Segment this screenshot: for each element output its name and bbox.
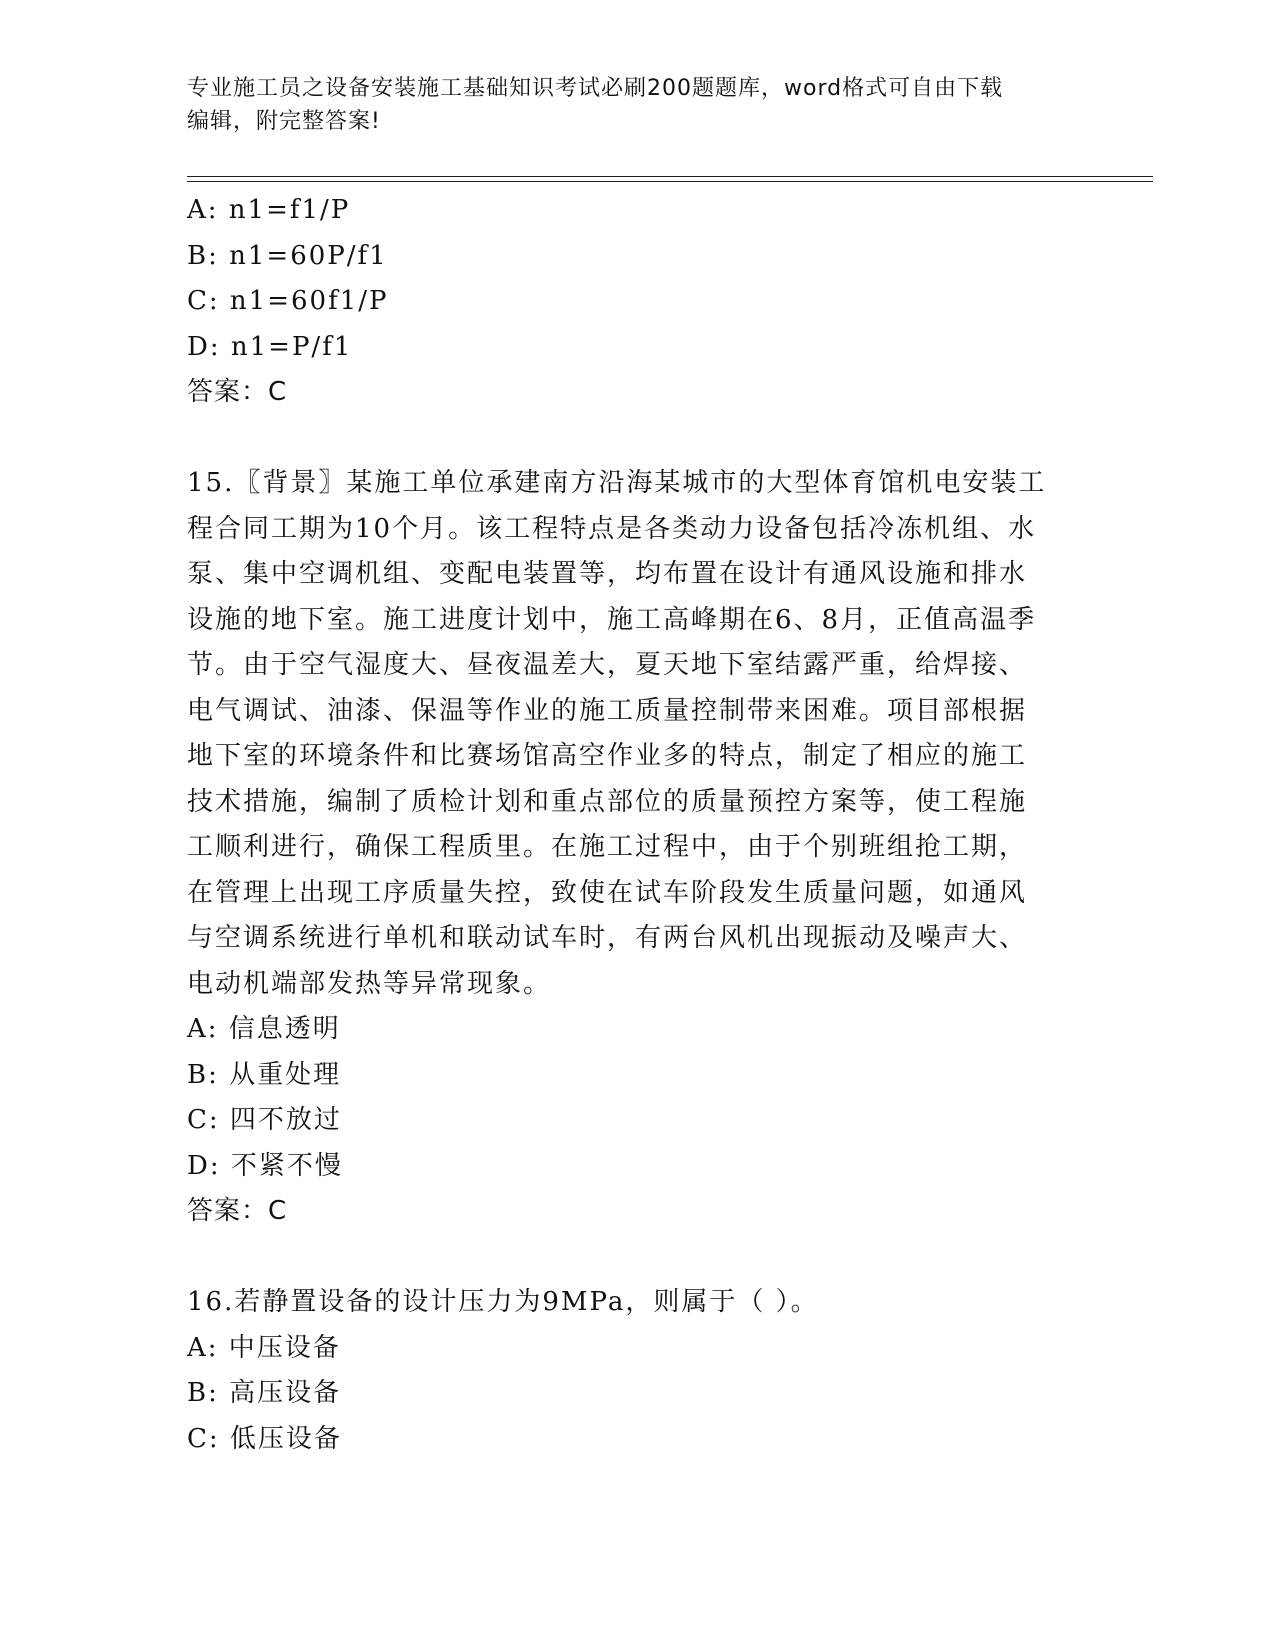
q15-option-b: B: 从重处理	[187, 1059, 342, 1090]
document-header	[187, 72, 1087, 138]
q16-options	[187, 1326, 1087, 1463]
q15-stem-line: 节。由于空气湿度大、昼夜温差大，夏天地下室结露严重，给焊接、	[187, 650, 1028, 680]
q15-options	[187, 1007, 1087, 1189]
q14-options	[187, 188, 1087, 370]
q15-stem-line: 与空调系统进行单机和联动试车时，有两台风机出现振动及噪声大、	[187, 923, 1028, 953]
q15-stem-line: 在管理上出现工序质量失控，致使在试车阶段发生质量问题，如通风	[187, 877, 1028, 908]
q15-stem	[187, 461, 1087, 1007]
q14-option-d: D: n1=P/f1	[187, 331, 353, 362]
q15-option-c: C: 四不放过	[187, 1105, 342, 1135]
q16-option-a: A: 中压设备	[187, 1332, 341, 1363]
q15-answer: 答案：C	[187, 1196, 288, 1226]
q16-stem: 16.若静置设备的设计压力为9MPa，则属于（ ）。	[187, 1287, 819, 1317]
q14-option-c: C: n1=60f1/P	[187, 286, 389, 316]
q14-answer: 答案：C	[187, 377, 288, 407]
q15-stem-line: 泵、集中空调机组、变配电装置等，均布置在设计有通风设施和排水	[187, 559, 1028, 589]
q15-option-d: D: 不紧不慢	[187, 1150, 343, 1181]
q15-stem-line: 程合同工期为10个月。该工程特点是各类动力设备包括冷冻机组、水	[187, 513, 1037, 544]
q15-stem-line: 15.〖背景〗某施工单位承建南方沿海某城市的大型体育馆机电安装工	[187, 468, 1047, 498]
q15-option-a: A: 信息透明	[187, 1014, 341, 1044]
q14-option-a: A: n1=f1/P	[187, 195, 351, 225]
q16-option-b: B: 高压设备	[187, 1378, 342, 1408]
spacer	[187, 416, 1087, 462]
q15-stem-line: 技术措施，编制了质检计划和重点部位的质量预控方案等，使工程施	[187, 786, 1028, 817]
q16-option-c: C: 低压设备	[187, 1423, 342, 1454]
q15-stem-line: 电动机端部发热等异常现象。	[187, 968, 552, 999]
q15-stem-line: 地下室的环境条件和比赛场馆高空作业多的特点，制定了相应的施工	[187, 741, 1028, 771]
q14-option-b: B: n1=60P/f1	[187, 240, 388, 271]
header-divider-bottom	[187, 181, 1153, 182]
spacer	[187, 1235, 1087, 1281]
question-content	[187, 188, 1087, 1462]
q15-stem-line: 工顺利进行，确保工程质里。在施工过程中，由于个别班组抢工期，	[187, 832, 1028, 862]
header-line-1: 专业施工员之设备安装施工基础知识考试必刷200题题库，word格式可自由下载	[187, 76, 1004, 101]
q15-stem-line: 设施的地下室。施工进度计划中，施工高峰期在6、8月，正值高温季	[187, 604, 1037, 635]
header-divider-top	[187, 176, 1153, 177]
header-line-2: 编辑，附完整答案!	[187, 109, 381, 134]
q15-stem-line: 电气调试、油漆、保温等作业的施工质量控制带来困难。项目部根据	[187, 695, 1028, 726]
